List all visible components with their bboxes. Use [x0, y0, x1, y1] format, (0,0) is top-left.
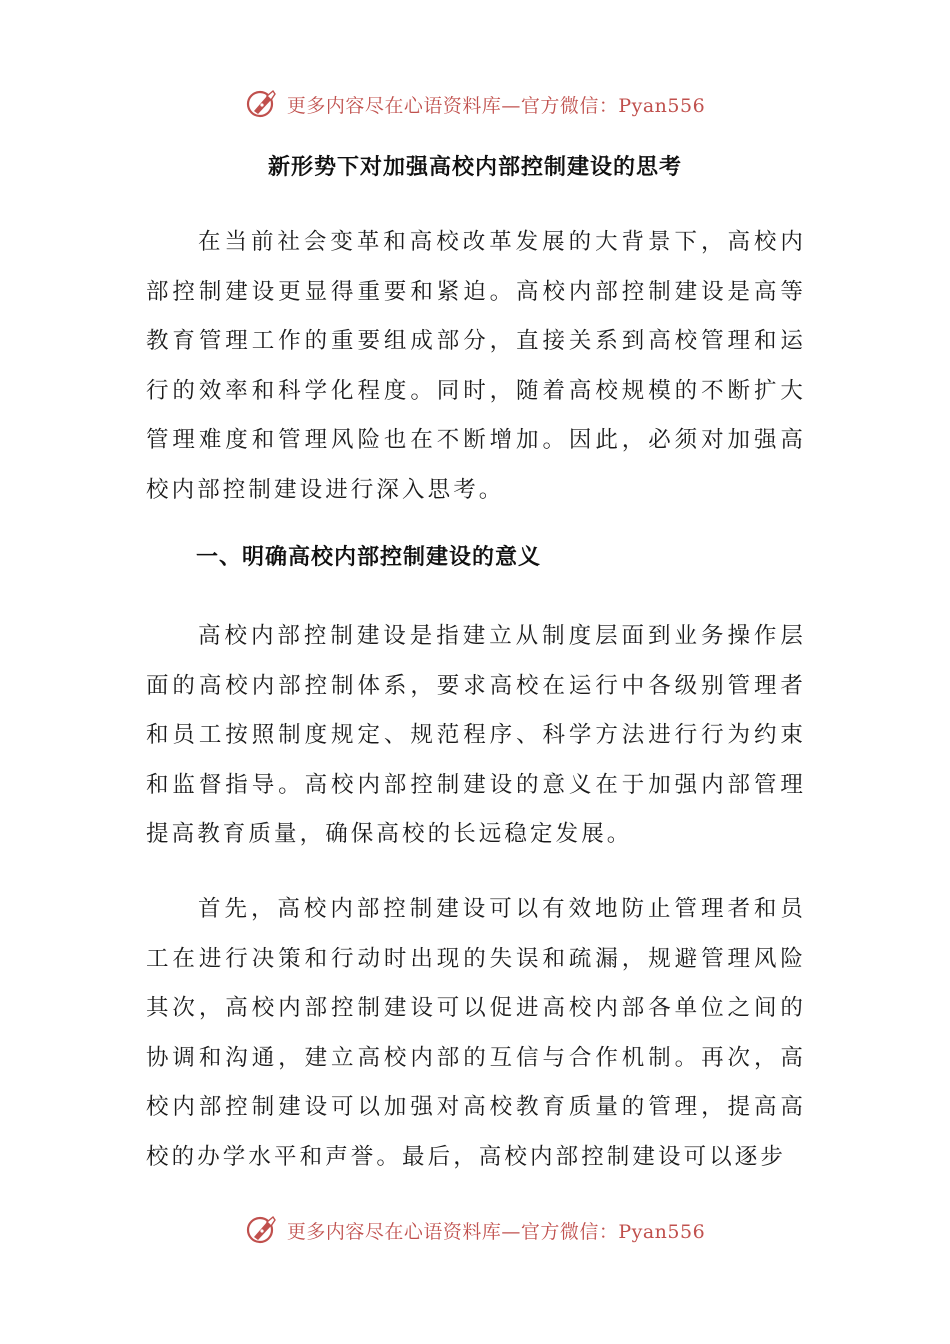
- footer-banner: [0, 1208, 950, 1252]
- pen-nib-logo-icon: [245, 87, 279, 121]
- paragraph-firstly: 首先，高校内部控制建设可以有效地防止管理者和员工在进行决策和行动时出现的失误和疏漏，规避管理风险其次，高校内部控制建设可以促进高校内部各单位之间的协调和沟通，建立高校内部的互信与合作机制。再次，高校内部控制建设可以加强对高校教育质量的管理，提高高校的办学水平和声誉。最后，高校内部控制建设可以逐步: [146, 896, 806, 1170]
- banner-text: 更多内容尽在心语资料库—官方微信：Pyan556: [286, 94, 706, 117]
- pen-nib-logo-icon: [245, 1213, 279, 1247]
- document-title: 新形势下对加强高校内部控制建设的思考: [267, 155, 682, 180]
- paragraph-intro: 在当前社会变革和高校改革发展的大背景下，高校内部控制建设更显得重要和紧迫。高校内部控制建设是高等教育管理工作的重要组成部分，直接关系到高校管理和运行的效率和科学化程度。同时，随着高校规模的不断扩大管理难度和管理风险也在不断增加。因此，必须对加强高校内部控制建设进行深入思考。: [146, 229, 806, 503]
- paragraph-significance: 高校内部控制建设是指建立从制度层面到业务操作层面的高校内部控制体系，要求高校在运行中各级别管理者和员工按照制度规定、规范程序、科学方法进行行为约束和监督指导。高校内部控制建设的意义在于加强内部管理提高教育质量，确保高校的长远稳定发展。: [146, 623, 806, 848]
- banner-text: 更多内容尽在心语资料库—官方微信：Pyan556: [286, 1220, 706, 1243]
- section-heading-1: 一、明确高校内部控制建设的意义: [196, 545, 542, 570]
- header-banner: [0, 82, 950, 126]
